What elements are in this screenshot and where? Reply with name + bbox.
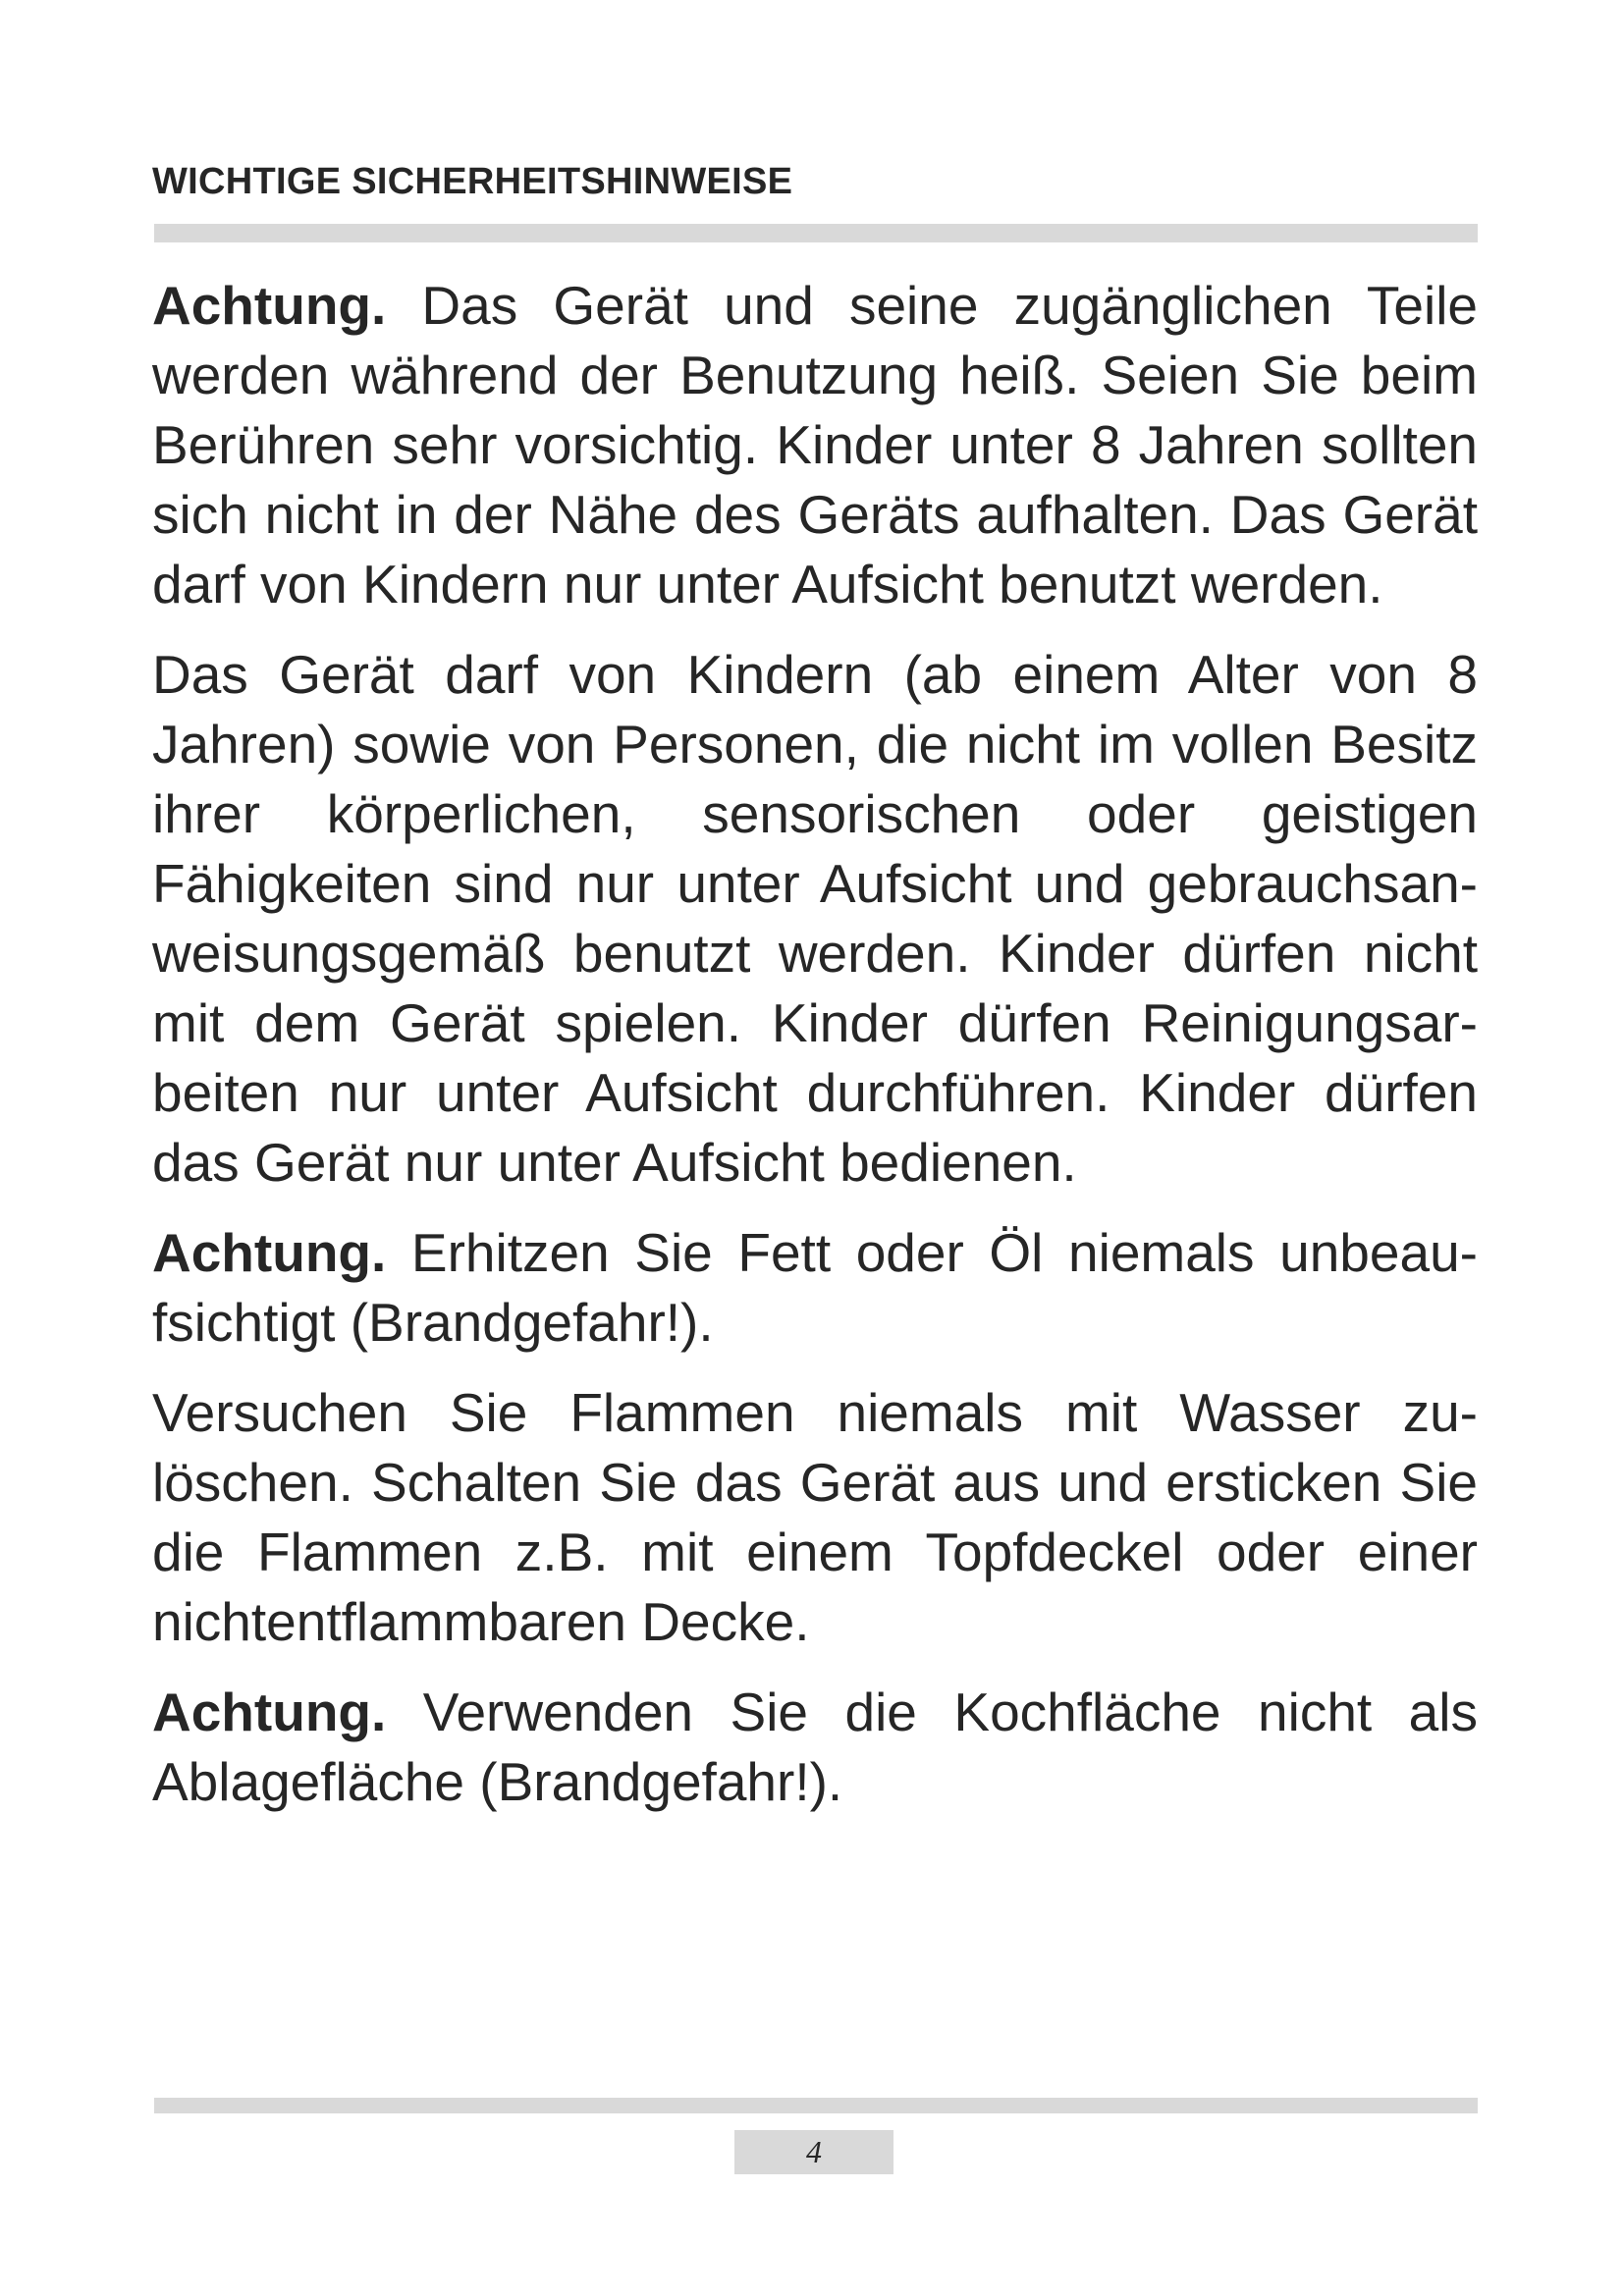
warning-label: Achtung.: [152, 275, 387, 336]
warning-label: Achtung.: [152, 1222, 387, 1283]
paragraph-text: Versuchen Sie Flammen niemals mit Wasser zulöschen. Schalten Sie das Gerät aus und ersticken Sie die Flammen z.B. mit einem Topfdeckel oder einer nichtentflammbaren Decke.: [152, 1382, 1478, 1652]
page-number: 4: [806, 2134, 822, 2169]
paragraph-text: Verwenden Sie die Kochfläche nicht als Ablagefläche (Brandgefahr!).: [152, 1682, 1478, 1812]
warning-paragraph-storage-surface: [152, 1678, 1478, 1817]
header-divider: [154, 224, 1478, 242]
warning-paragraph-hot-surfaces: [152, 271, 1478, 619]
section-title: WICHTIGE SICHERHEITSHINWEISE: [152, 161, 793, 202]
paragraph-children-supervision: [152, 640, 1478, 1198]
warning-label: Achtung.: [152, 1682, 387, 1742]
paragraph-extinguish-flames: [152, 1378, 1478, 1657]
paragraph-text: Das Gerät und seine zugänglichen Teile werden während der Benutzung heiß. Seien Sie beim Berühren sehr vorsichtig. Kinder unter 8 Jahren sollten sich nicht in der Nähe des Geräts aufhalten. Das Gerät darf von Kindern nur unter Aufsicht benutzt werden.: [152, 275, 1478, 614]
paragraph-text: Das Gerät darf von Kindern (ab einem Alter von 8 Jahren) sowie von Personen, die nicht im vollen Besitz ihrer körperlichen, sensorischen oder geistigen Fähigkeiten sind nur unter Aufsicht und gebrauchsanweisungsgemäß benutzt werden. Kinder dürfen nicht mit dem Gerät spielen. Kinder dürfen Reinigungsarbeiten nur unter Aufsicht durchführen. Kinder dürfen das Gerät nur unter Aufsicht bedienen.: [152, 644, 1478, 1193]
page-number-box: [734, 2130, 893, 2174]
paragraph-text: Erhitzen Sie Fett oder Öl niemals unbeaufsichtigt (Brandgefahr!).: [152, 1222, 1478, 1353]
footer-divider: [154, 2098, 1478, 2113]
warning-paragraph-fat-oil: [152, 1218, 1478, 1358]
document-body: [152, 271, 1478, 1838]
